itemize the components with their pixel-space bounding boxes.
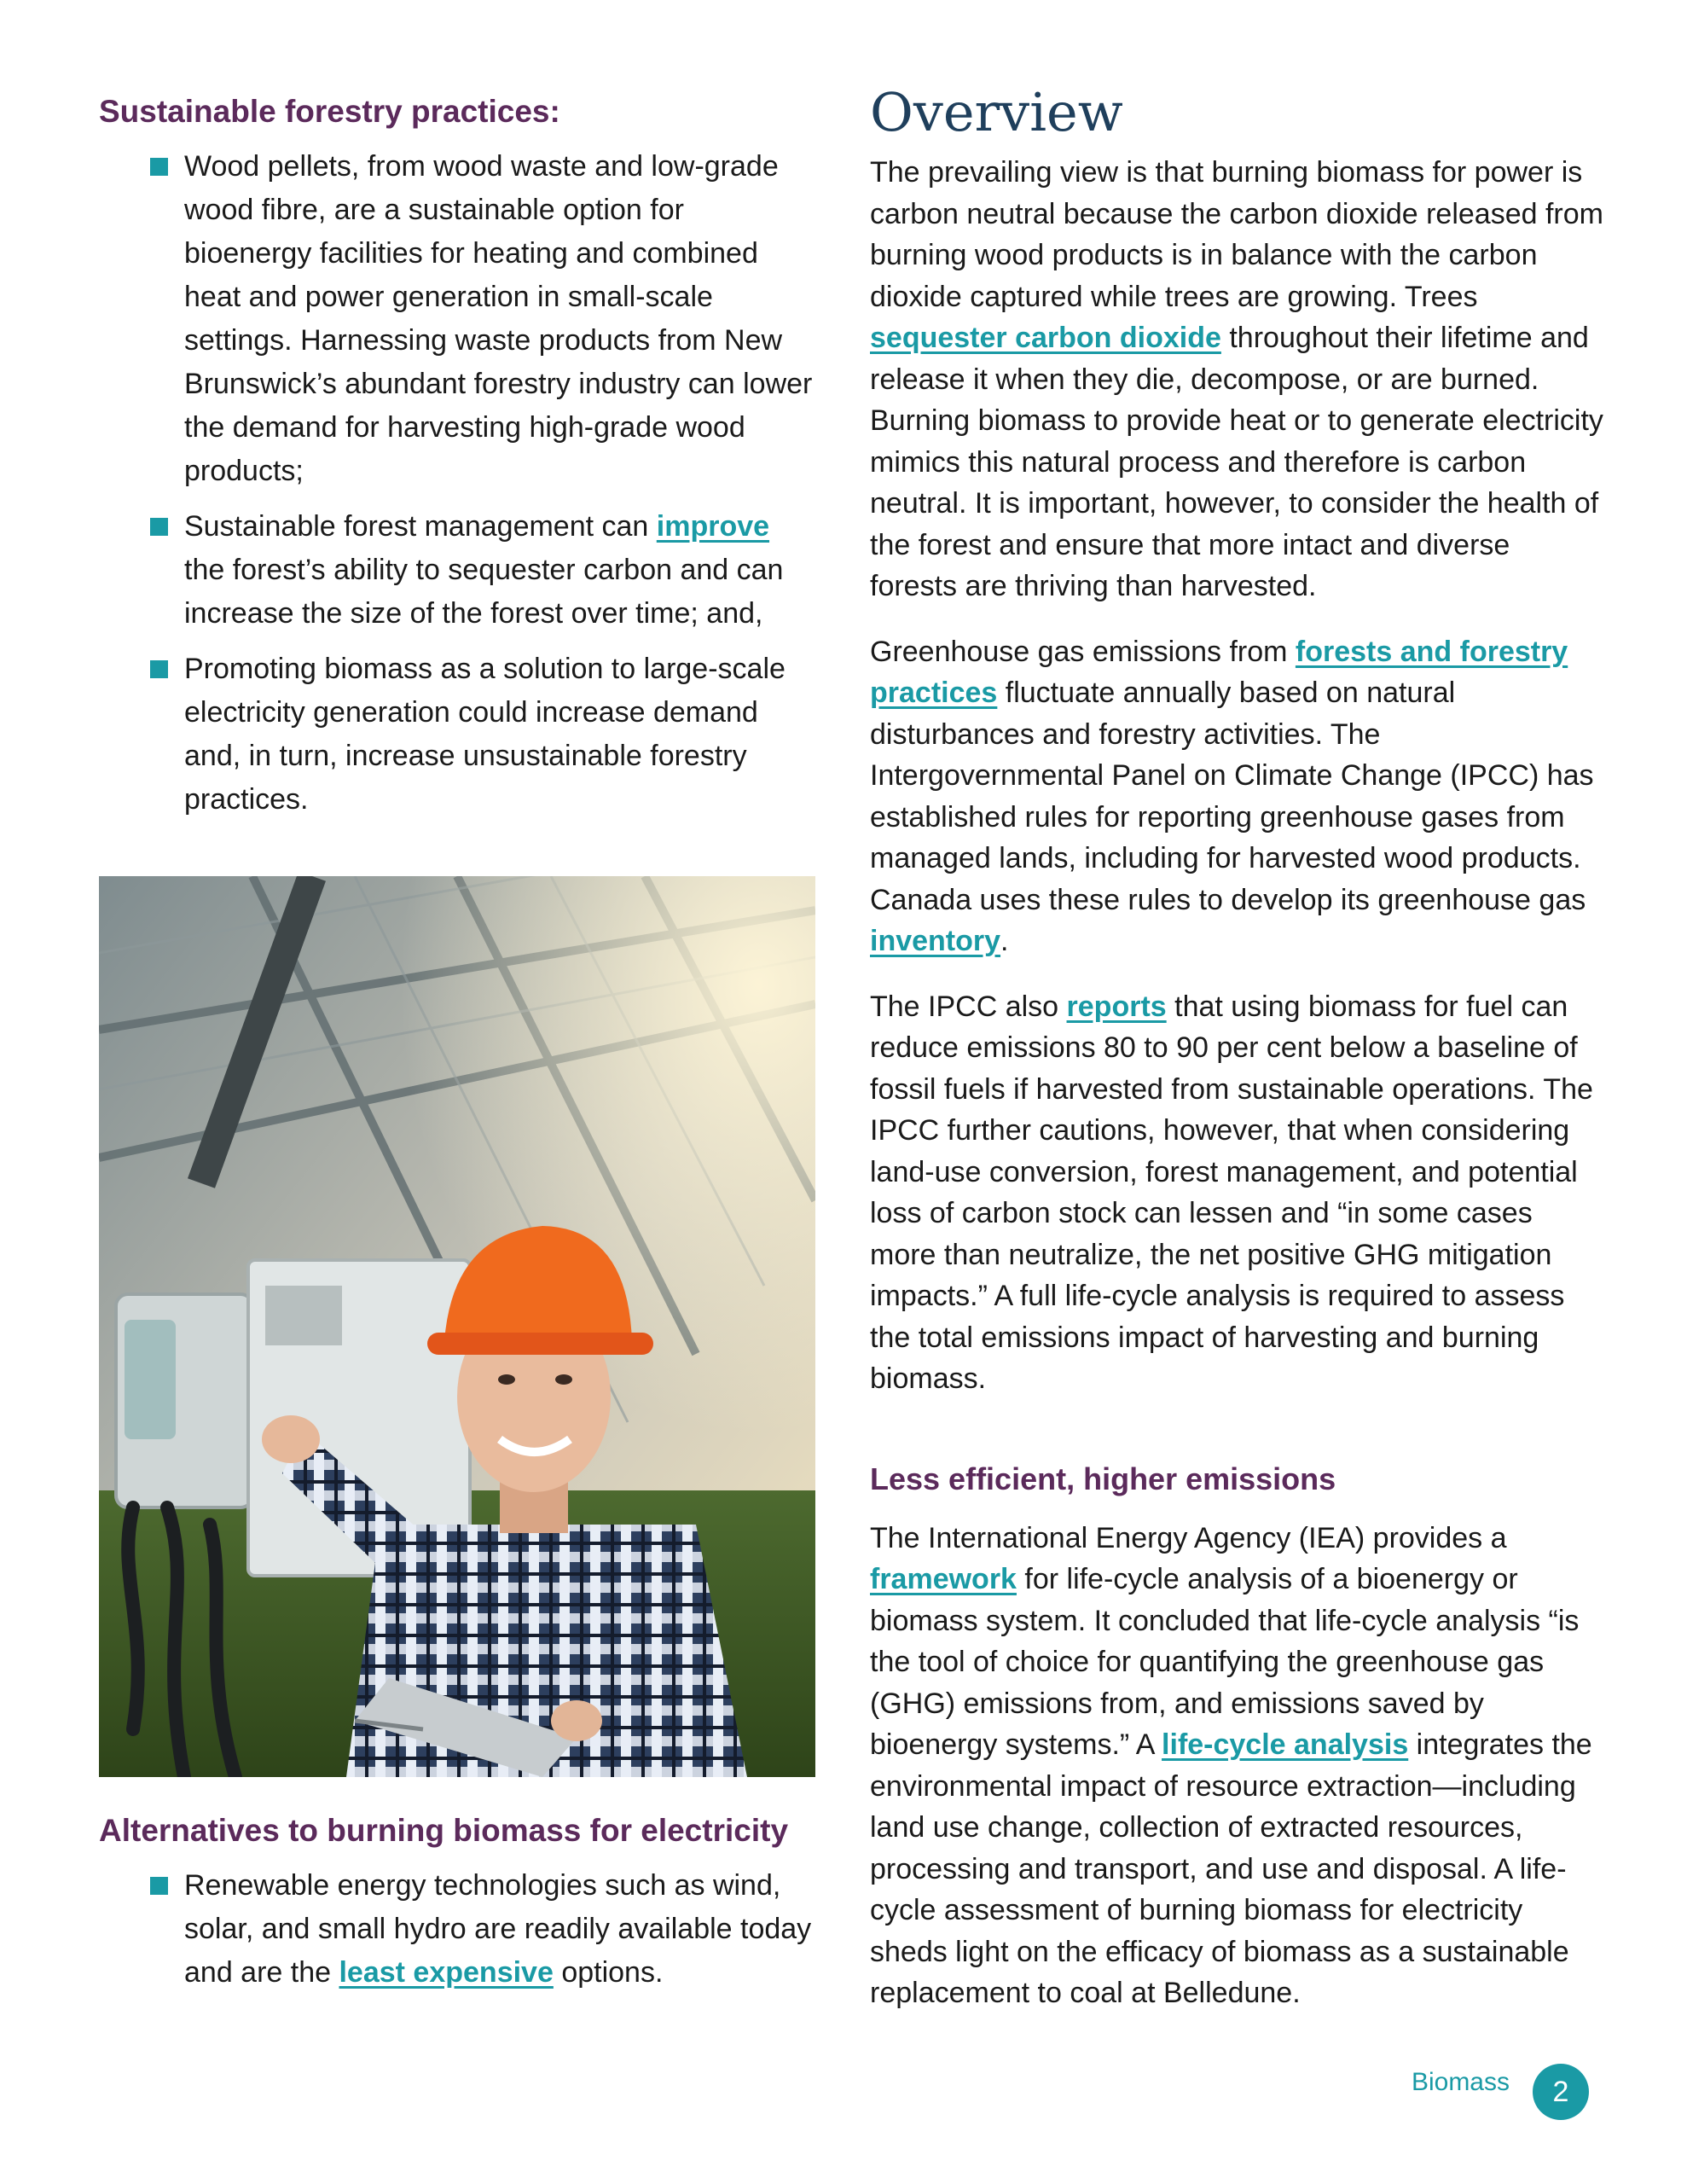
list-item: Promoting biomass as a solution to large-scale electricity generation could increase demand and, in turn, increase unsustainable forestry practices. [99, 648, 817, 822]
section-heading-alternatives: Alternatives to burning biomass for electricity [99, 1813, 789, 1848]
link-inventory[interactable]: inventory [870, 925, 1001, 957]
list-item: Renewable energy technologies such as wind, solar, and small hydro are readily available today and are the least expensive options. [99, 1864, 817, 1995]
alternatives-bullet-list [99, 1864, 817, 1995]
section-heading-less-efficient: Less efficient, higher emissions [870, 1461, 1336, 1496]
overview-paragraph-1: The prevailing view is that burning biomass for power is carbon neutral because the carbon dioxide released from burning wood products is in balance with the carbon dioxide captured while trees are growing. Trees sequester carbon dioxide throughout their lifetime and release it when they die, decompose, or are burned. Burning biomass to provide heat or to generate electricity mimics this natural process and therefore is carbon neutral. It is important, however, to consider the health of the forest and ensure that more intact and diverse forests are thriving than harvested. [870, 156, 1603, 602]
square-bullet-icon [150, 660, 168, 678]
worker-photo [99, 876, 815, 1777]
emissions-paragraph: The International Energy Agency (IEA) provides a framework for life-cycle analysis of a bioenergy or biomass system. It concluded that life-cycle analysis “is the tool of choice for quantifying the greenhouse gas (GHG) emissions from, and emissions saved by bioenergy systems.” A life-cycle analysis integrates the environmental impact of resource extraction—including land use change, collection of extracted resources, processing and transport, and use and disposal. A life-cycle assessment of burning biomass for electricity sheds light on the efficacy of biomass as a sustainable replacement to coal at Belledune. [870, 1521, 1592, 2009]
list-item: Wood pellets, from wood waste and low-grade wood fibre, are a sustainable option for bioenergy facilities for heating and combined heat and power generation in small-scale settings. Harnessing waste products from New Brunswick’s abundant forestry industry can lower the demand for harvesting high-grade wood products; [99, 145, 817, 493]
section-heading-sustainable-forestry: Sustainable forestry practices: [99, 94, 560, 129]
left-column [99, 94, 817, 834]
page-title: Overview [870, 81, 1123, 143]
alternatives-section [99, 1813, 817, 2007]
forestry-bullet-list [99, 145, 817, 822]
link-forests-and-forestry-practices[interactable]: forests and forestry practices [870, 635, 1568, 709]
list-item: Sustainable forest management can improve the forest’s ability to sequester carbon and can increase the size of the forest over time; and, [99, 505, 817, 636]
overview-paragraph-3: The IPCC also reports that using biomass for fuel can reduce emissions 80 to 90 per cent below a baseline of fossil fuels if harvested from sustainable operations. The IPCC further cautions, however, that when considering land-use conversion, forest management, and potential loss of carbon stock can lessen and “in some cases more than neutralize, the net positive GHG mitigation impacts.” A full life-cycle analysis is required to assess the total emissions impact of harvesting and burning biomass. [870, 990, 1593, 1395]
square-bullet-icon [150, 1877, 168, 1895]
footer-section-label: Biomass [1411, 2068, 1510, 2096]
link-framework[interactable]: framework [870, 1563, 1017, 1595]
page-number-badge: 2 [1533, 2064, 1589, 2120]
link-life-cycle-analysis[interactable]: life-cycle analysis [1162, 1728, 1409, 1761]
link-least-expensive[interactable]: least expensive [339, 1956, 554, 1989]
square-bullet-icon [150, 158, 168, 176]
right-column [870, 80, 1603, 2014]
link-reports[interactable]: reports [1066, 990, 1167, 1023]
overview-paragraph-2: Greenhouse gas emissions from forests and forestry practices fluctuate annually based on natural disturbances and forestry activities. The Intergovernmental Panel on Climate Change (IPCC) has established rules for reporting greenhouse gases from managed lands, including for harvested wood products. Canada uses these rules to develop its greenhouse gas inventory. [870, 635, 1594, 957]
link-sequester-carbon-dioxide[interactable]: sequester carbon dioxide [870, 322, 1221, 354]
square-bullet-icon [150, 518, 168, 536]
link-improve[interactable]: improve [656, 510, 770, 543]
